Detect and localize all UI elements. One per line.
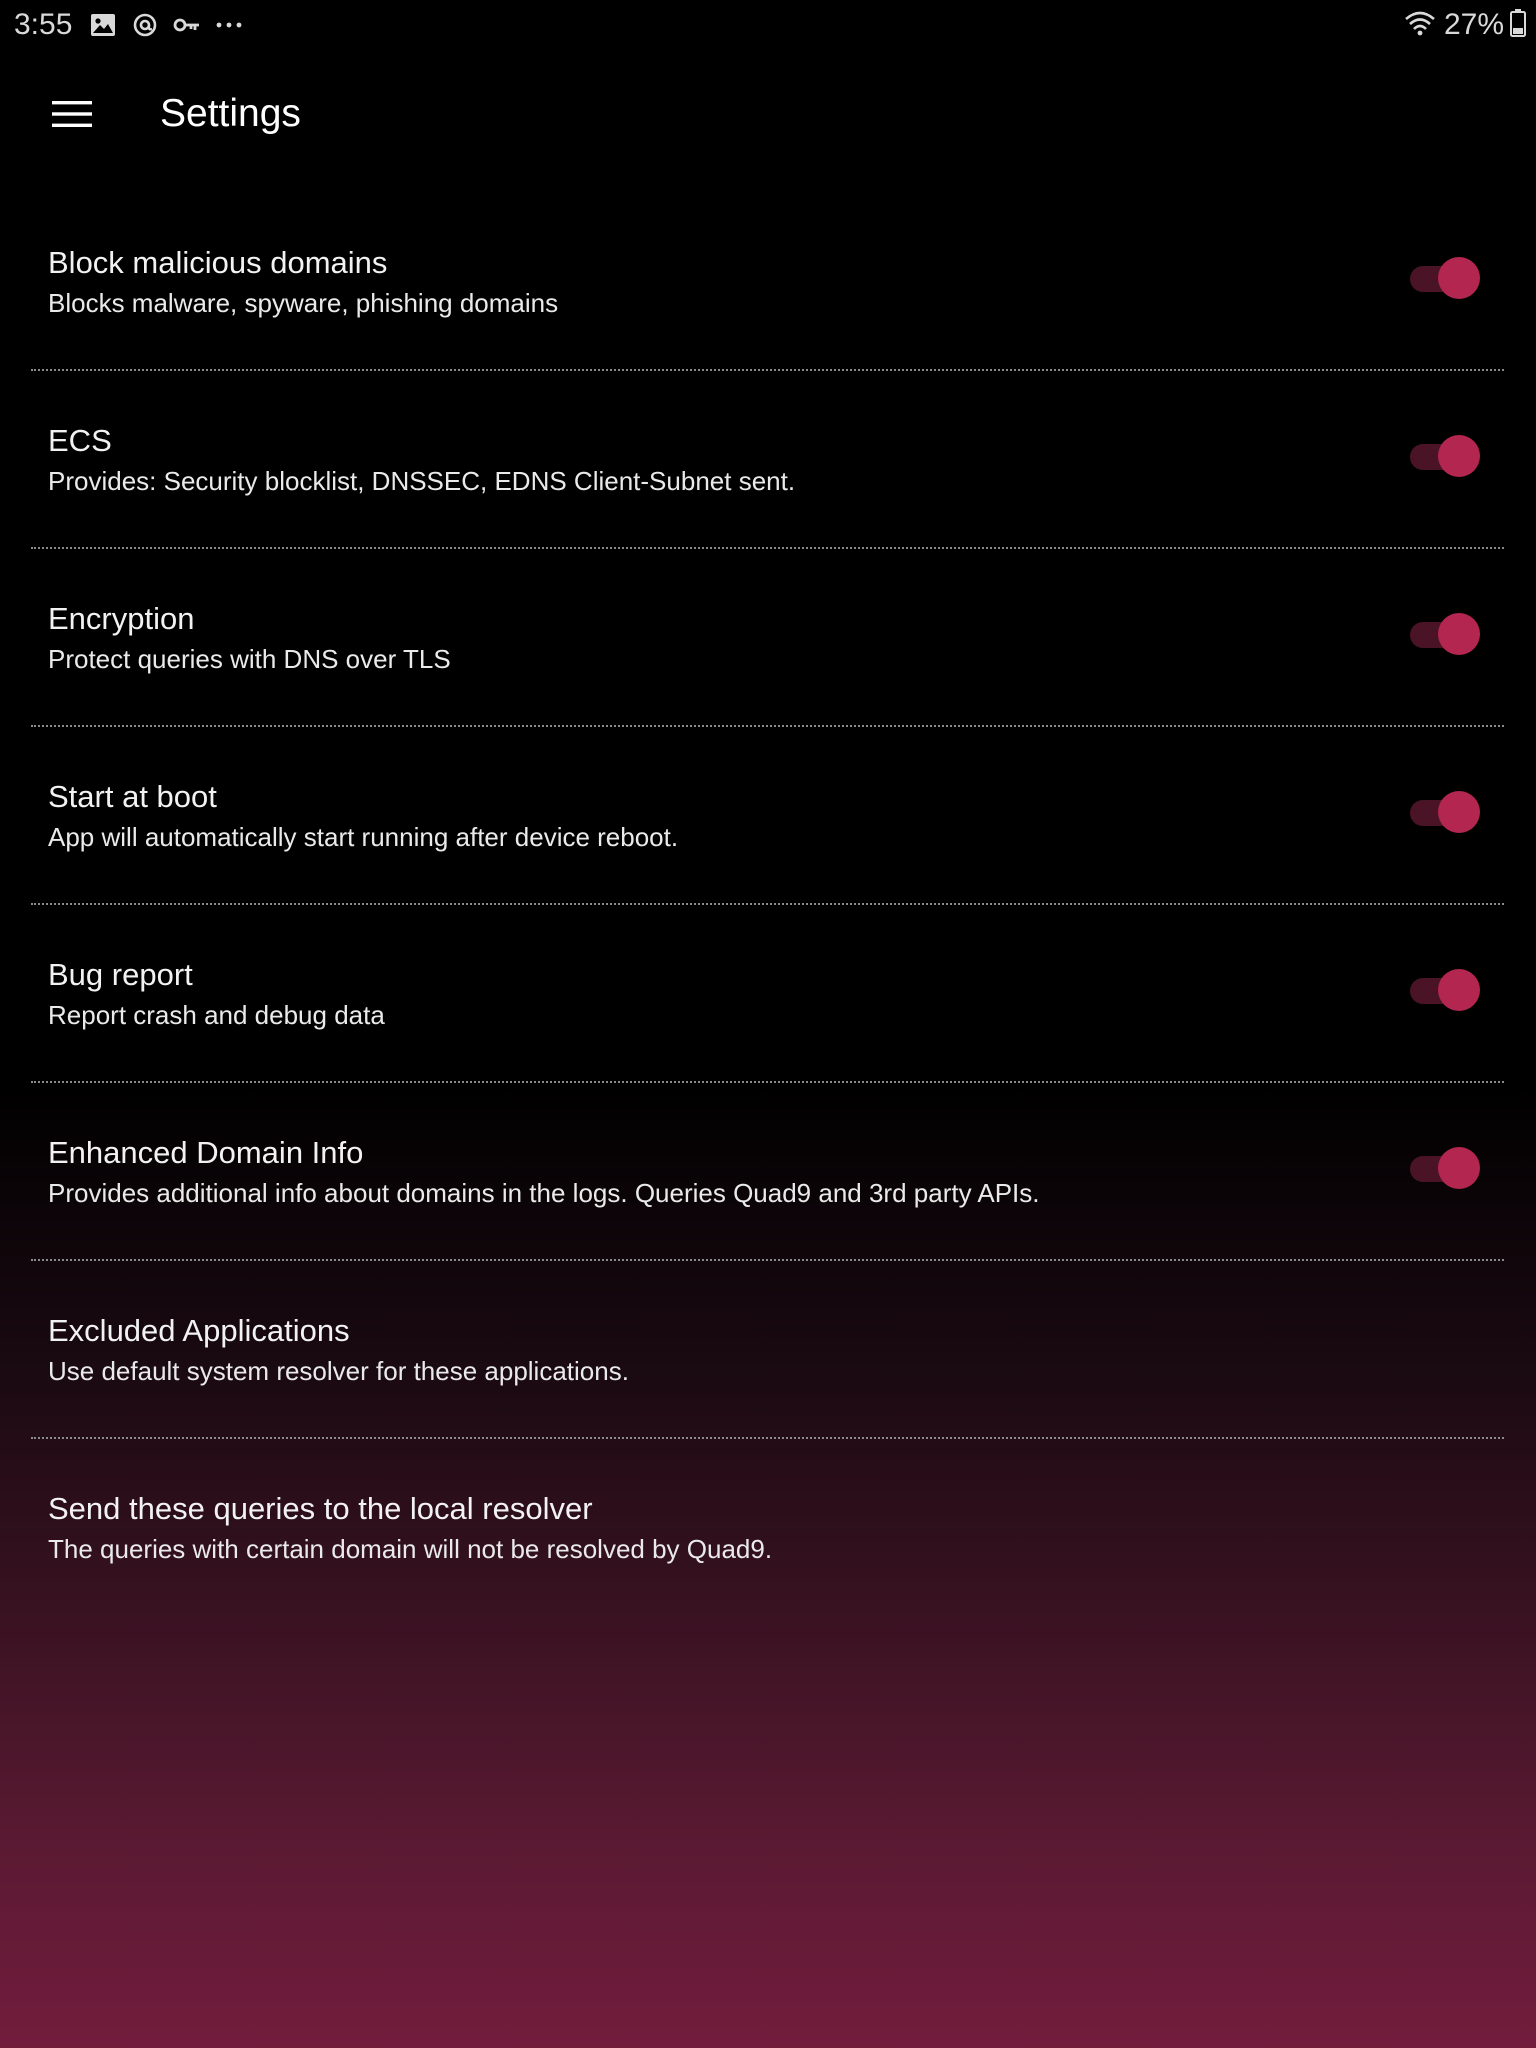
setting-encryption[interactable]: [31, 549, 1504, 727]
app-bar: [0, 60, 1536, 170]
toggle-thumb: [1438, 613, 1480, 655]
menu-button[interactable]: [40, 82, 104, 146]
setting-subtitle: Blocks malware, spyware, phishing domains: [48, 288, 559, 318]
setting-enhanced-domain-info[interactable]: [31, 1083, 1504, 1261]
setting-title: Start at boot: [48, 779, 217, 814]
setting-subtitle: Report crash and debug data: [48, 1000, 385, 1030]
setting-subtitle: Provides additional info about domains in the logs. Queries Quad9 and 3rd party APIs.: [48, 1178, 1040, 1208]
setting-excluded-applications[interactable]: [31, 1261, 1504, 1439]
toggle-thumb: [1438, 791, 1480, 833]
battery-percent: 27%: [1443, 8, 1504, 41]
more-dots-icon: [214, 10, 244, 40]
setting-subtitle: Provides: Security blocklist, DNSSEC, EDNS Client-Subnet sent.: [48, 466, 796, 496]
ecs-toggle[interactable]: [1410, 435, 1480, 479]
setting-subtitle: Protect queries with DNS over TLS: [48, 644, 451, 674]
image-icon: [88, 10, 118, 40]
enhanced-domain-info-toggle[interactable]: [1410, 1147, 1480, 1191]
setting-title: ECS: [48, 423, 112, 458]
page-title: Settings: [160, 92, 301, 135]
setting-title: Block malicious domains: [48, 245, 388, 280]
setting-subtitle: The queries with certain domain will not be resolved by Quad9.: [48, 1534, 773, 1564]
setting-bug-report[interactable]: [31, 905, 1504, 1083]
block-malicious-domains-toggle[interactable]: [1410, 257, 1480, 301]
setting-subtitle: Use default system resolver for these applications.: [48, 1356, 629, 1386]
setting-start-at-boot[interactable]: [31, 727, 1504, 905]
hamburger-menu-icon: [52, 99, 92, 129]
setting-subtitle: App will automatically start running after device reboot.: [48, 822, 679, 852]
setting-local-resolver-queries[interactable]: [31, 1439, 1504, 1615]
setting-ecs[interactable]: [31, 371, 1504, 549]
at-sign-icon: [130, 10, 160, 40]
vpn-key-icon: [172, 10, 202, 40]
bug-report-toggle[interactable]: [1410, 969, 1480, 1013]
battery-icon: [1510, 9, 1526, 42]
setting-title: Bug report: [48, 957, 193, 992]
toggle-thumb: [1438, 435, 1480, 477]
status-notification-icons: [88, 10, 256, 40]
status-time: 3:55: [14, 8, 73, 41]
setting-block-malicious-domains[interactable]: [31, 193, 1504, 371]
status-bar: [0, 0, 1536, 50]
toggle-thumb: [1438, 257, 1480, 299]
status-system-icons: [1404, 8, 1526, 42]
toggle-thumb: [1438, 1147, 1480, 1189]
toggle-thumb: [1438, 969, 1480, 1011]
encryption-toggle[interactable]: [1410, 613, 1480, 657]
setting-title: Excluded Applications: [48, 1313, 350, 1348]
settings-list: [31, 193, 1504, 1615]
setting-title: Encryption: [48, 601, 195, 636]
setting-title: Enhanced Domain Info: [48, 1135, 364, 1170]
wifi-icon: [1404, 10, 1436, 41]
start-at-boot-toggle[interactable]: [1410, 791, 1480, 835]
setting-title: Send these queries to the local resolver: [48, 1491, 593, 1526]
